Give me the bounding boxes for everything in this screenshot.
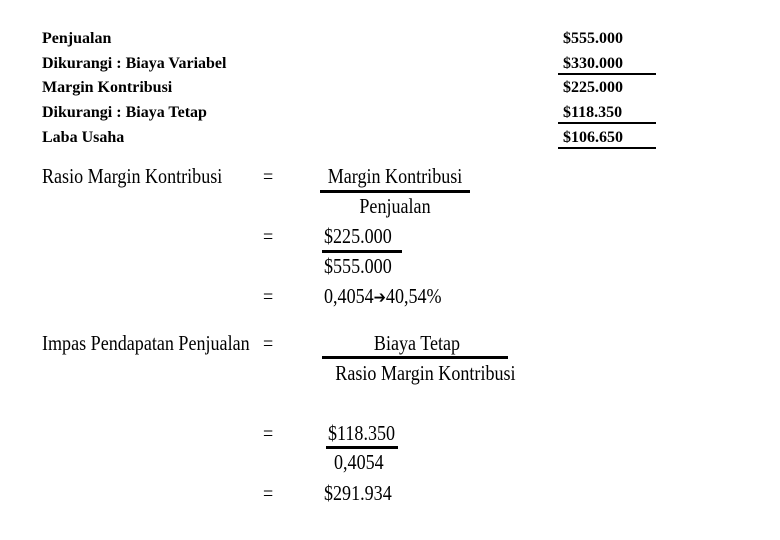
breakeven-denominator-value: 0,4054: [334, 450, 384, 474]
cm-result-percent: 40,54%: [385, 284, 442, 308]
fraction-bar: [322, 356, 508, 359]
equals-sign: =: [263, 481, 274, 505]
cm-formula-numerator: Margin Kontribusi: [327, 164, 463, 188]
subtotal-underline: [558, 73, 656, 75]
row-amount-operating-income: $106.650: [563, 129, 623, 146]
cm-denominator-value: $555.000: [324, 254, 392, 278]
cm-result-decimal: 0,4054: [324, 284, 374, 308]
equals-sign: =: [263, 421, 274, 445]
arrow-right-icon: ➔: [373, 288, 386, 308]
row-label-variable-cost: Dikurangi : Biaya Variabel: [42, 55, 227, 72]
cm-formula-denominator: Penjualan: [359, 194, 431, 218]
subtotal-underline: [558, 122, 656, 124]
cm-numerator-value: $225.000: [324, 224, 392, 248]
row-label-contribution-margin: Margin Kontribusi: [42, 79, 173, 96]
cm-ratio-label: Rasio Margin Kontribusi: [42, 164, 223, 188]
row-label-sales: Penjualan: [42, 30, 112, 47]
equals-sign: =: [263, 284, 274, 308]
total-underline: [558, 147, 656, 149]
row-label-fixed-cost: Dikurangi : Biaya Tetap: [42, 104, 207, 121]
breakeven-label: Impas Pendapatan Penjualan: [42, 331, 250, 355]
row-amount-sales: $555.000: [563, 30, 623, 47]
breakeven-formula-denominator: Rasio Margin Kontribusi: [335, 361, 516, 385]
equals-sign: =: [263, 331, 274, 355]
equals-sign: =: [263, 164, 274, 188]
cm-result: [324, 283, 442, 311]
equals-sign: =: [263, 224, 274, 248]
row-amount-variable-cost: $330.000: [563, 55, 623, 72]
row-label-operating-income: Laba Usaha: [42, 129, 125, 146]
breakeven-result: $291.934: [324, 481, 392, 505]
row-amount-contribution-margin: $225.000: [563, 79, 623, 96]
breakeven-formula-numerator: Biaya Tetap: [373, 331, 461, 355]
breakeven-numerator-value: $118.350: [328, 421, 396, 445]
row-amount-fixed-cost: $118.350: [563, 104, 623, 121]
